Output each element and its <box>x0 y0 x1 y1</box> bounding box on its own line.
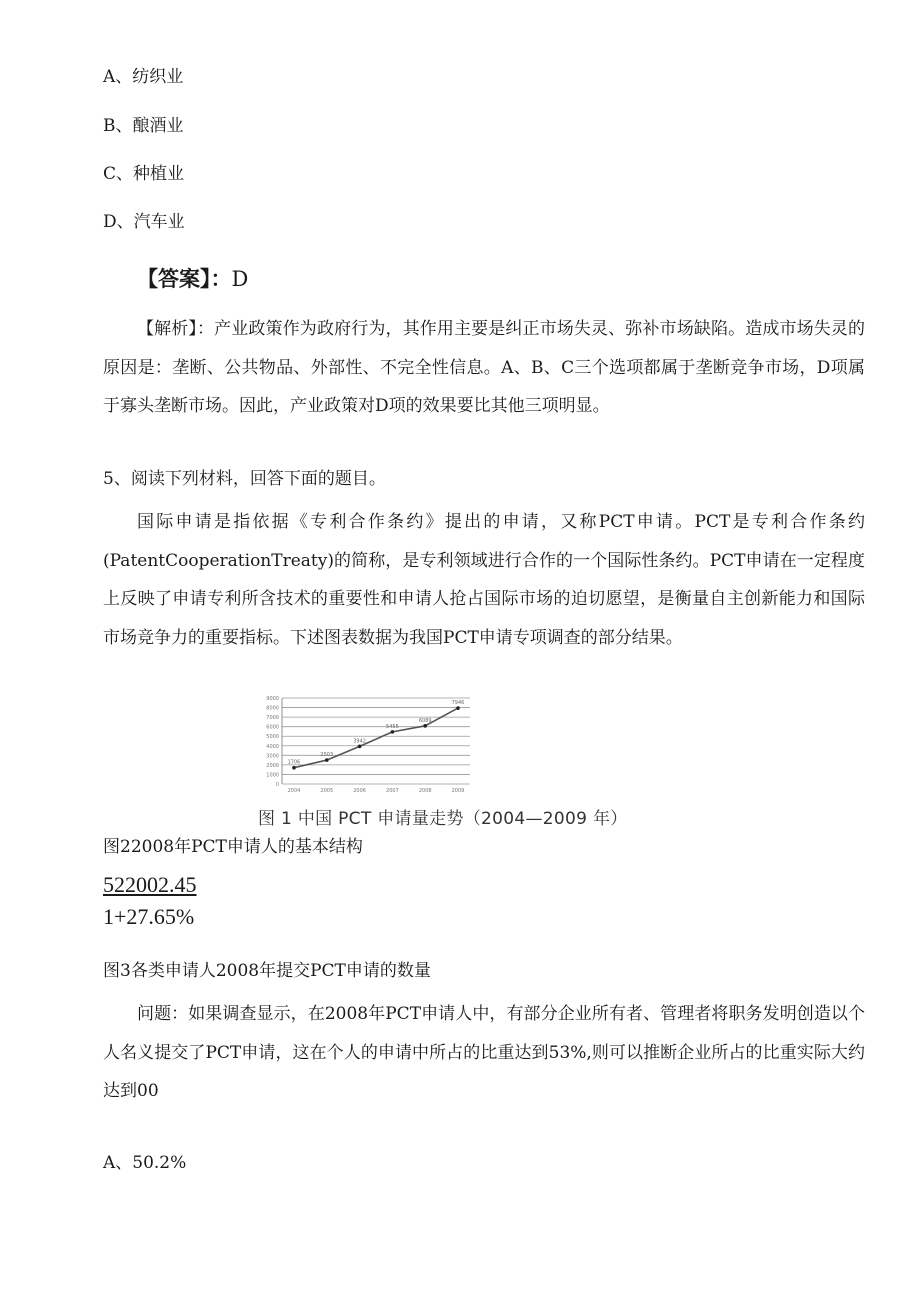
x-tick-label: 2008 <box>418 788 432 794</box>
data-point <box>325 758 329 762</box>
option-d-automobile: D、汽车业 <box>103 212 185 232</box>
figure-3-caption: 图3各类申请人2008年提交PCT申请的数量 <box>103 961 431 981</box>
data-label: 5455 <box>386 723 399 730</box>
y-tick-label: 3000 <box>266 753 279 760</box>
y-tick-label: 7000 <box>266 715 279 722</box>
x-tick-label: 2007 <box>386 788 399 794</box>
chart-title: 图 1 中国 PCT 申请量走势（2004—2009 年） <box>258 809 628 829</box>
data-point <box>358 745 362 749</box>
analysis-paragraph: 【解析】：产业政策作为政府行为，其作用主要是纠正市场失灵、弥补市场缺陷。造成市场失灵的原因是：垄断、公共物品、外部性、不完全性信息。A、B、C三个选项都属于垄断竞争市场，D项属于寡头垄断市场。因此，产业政策对D项的效果要比其他三项明显。 <box>103 319 865 416</box>
chart-x-ticks <box>288 788 465 794</box>
x-tick-label: 2009 <box>451 788 465 794</box>
y-tick-label: 6000 <box>266 724 279 731</box>
data-point <box>423 724 427 728</box>
question-paragraph: 问题：如果调查显示，在2008年PCT申请人中，有部分企业所有者、管理者将职务发明创造以个人名义提交了PCT申请，这在个人的申请中所占的比重达到53%,则可以推断企业所占的比重实际大约达到00 <box>103 1004 865 1101</box>
answer-value: D <box>231 267 249 291</box>
figure-2-value-1: 522002.45 <box>103 872 197 897</box>
data-label: 7946 <box>451 700 465 707</box>
data-point <box>391 730 395 734</box>
x-tick-label: 2005 <box>320 788 334 794</box>
data-label: 1706 <box>287 759 301 766</box>
answer-line <box>137 263 248 293</box>
y-tick-label: 2000 <box>266 762 279 769</box>
x-tick-label: 2006 <box>353 788 366 794</box>
figure-2-caption: 图22008年PCT申请人的基本结构 <box>103 837 363 857</box>
question-5-title: 5、阅读下列材料，回答下面的题目。 <box>103 469 386 489</box>
y-tick-label: 1000 <box>266 772 279 779</box>
option-b-brewing: B、酿酒业 <box>103 116 184 136</box>
chart-y-ticks <box>266 696 279 788</box>
chart-points <box>288 700 465 769</box>
figure-2-value-2: 1+27.65% <box>103 904 195 929</box>
data-point <box>456 706 460 710</box>
material-paragraph: 国际申请是指依据《专利合作条约》提出的申请，又称PCT申请。PCT是专利合作条约(PatentCooperationTreaty)的简称，是专利领域进行合作的一个国际性条约。PCT申请在一定程度上反映了申请专利所含技术的重要性和申请人抢占国际市场的迫切愿望，是衡量自主创新能力和国际市场竞争力的重要指标。下述图表数据为我国PCT申请专项调查的部分结果。 <box>103 512 865 648</box>
chart-gridlines <box>282 698 470 784</box>
y-tick-label: 4000 <box>266 743 279 750</box>
y-tick-label: 0 <box>275 782 279 788</box>
option-a-textile: A、纺织业 <box>103 67 184 87</box>
y-tick-label: 5000 <box>266 734 279 741</box>
answer-label: 【答案】： <box>137 267 232 291</box>
y-tick-label: 8000 <box>266 705 279 712</box>
x-tick-label: 2004 <box>287 788 301 794</box>
data-label: 6089 <box>418 717 432 724</box>
y-tick-label: 9000 <box>266 696 279 702</box>
pct-trend-chart <box>254 692 480 802</box>
data-label: 2503 <box>320 752 334 759</box>
data-point <box>292 766 296 770</box>
data-label: 3942 <box>353 738 366 745</box>
option-c-planting: C、种植业 <box>103 164 185 184</box>
option-a-answer: A、50.2% <box>103 1153 187 1173</box>
